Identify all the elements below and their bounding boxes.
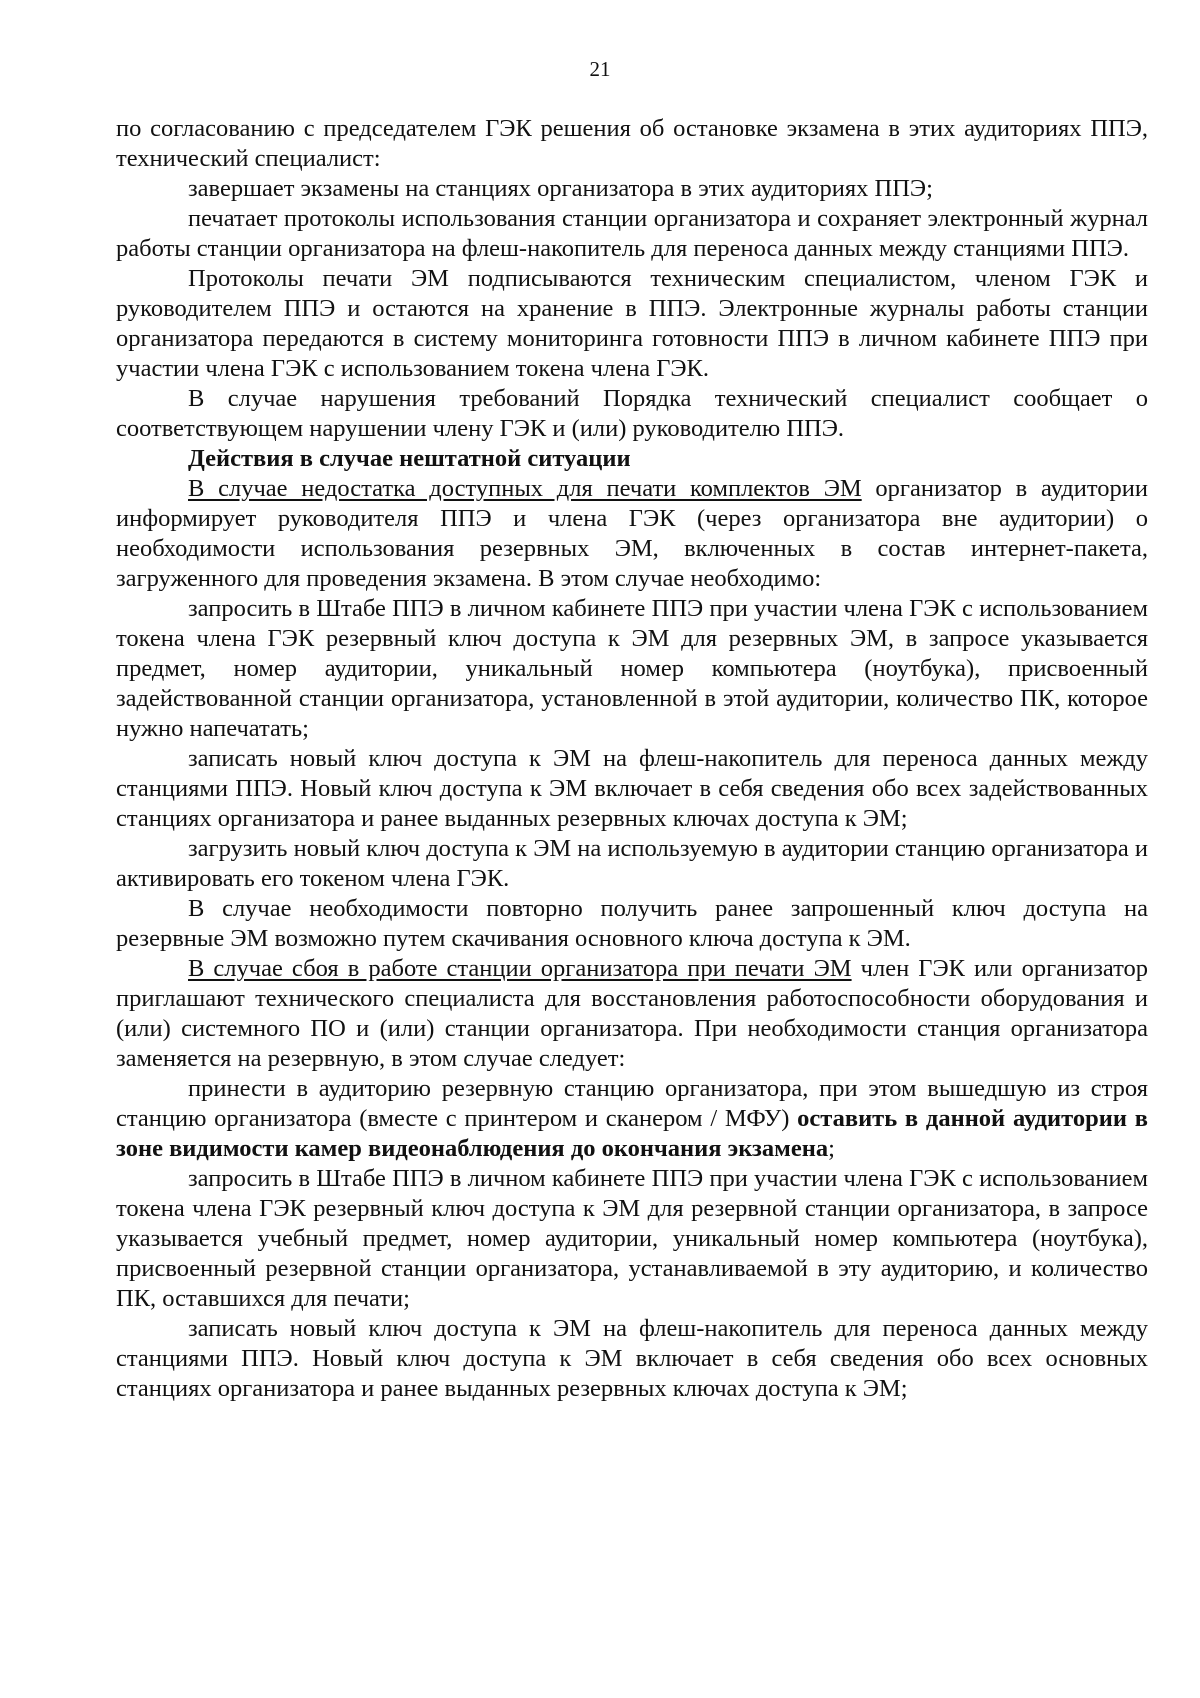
- paragraph-7: запросить в Штабе ППЭ в личном кабинете ППЭ при участии члена ГЭК с использованием токена члена ГЭК резервный ключ доступа к ЭМ для резервных ЭМ, в запросе указывается предмет, номер аудитории, уникальный номер компьютера (ноутбука), присвоенный задействованной станции организатора, установленной в этой аудитории, количество ПК, которое нужно напечатать;: [116, 595, 1148, 742]
- paragraph-3: печатает протоколы использования станции организатора и сохраняет электронный журнал работы станции организатора на флеш-накопитель для переноса данных между станциями ППЭ.: [116, 205, 1148, 262]
- paragraph-12-text: принести в аудиторию резервную станцию организатора, при этом вышедшую из строя станцию организатора (вместе с принтером и сканером / МФУ): [116, 1075, 1148, 1132]
- paragraph-13: запросить в Штабе ППЭ в личном кабинете ППЭ при участии члена ГЭК с использованием токена члена ГЭК резервный ключ доступа к ЭМ для резервной станции организатора, в запросе указывается учебный предмет, номер аудитории, уникальный номер компьютера (ноутбука), присвоенный резервной станции организатора, устанавливаемой в эту аудиторию, и количество ПК, оставшихся для печати;: [116, 1165, 1148, 1312]
- paragraph-9: загрузить новый ключ доступа к ЭМ на используемую в аудитории станцию организатора и активировать его токеном члена ГЭК.: [116, 835, 1148, 892]
- section-heading: Действия в случае нештатной ситуации: [188, 445, 631, 472]
- document-body: [116, 114, 1148, 1404]
- paragraph-2: завершает экзамены на станциях организатора в этих аудиториях ППЭ;: [188, 175, 933, 202]
- paragraph-8: записать новый ключ доступа к ЭМ на флеш-накопитель для переноса данных между станциями ППЭ. Новый ключ доступа к ЭМ включает в себя сведения обо всех задействованных станциях организатора и ранее выданных резервных ключах доступа к ЭМ;: [116, 745, 1148, 832]
- paragraph-14: записать новый ключ доступа к ЭМ на флеш-накопитель для переноса данных между станциями ППЭ. Новый ключ доступа к ЭМ включает в себя сведения обо всех основных станциях организатора и ранее выданных резервных ключах доступа к ЭМ;: [116, 1315, 1148, 1402]
- paragraph-10: В случае необходимости повторно получить ранее запрошенный ключ доступа на резервные ЭМ возможно путем скачивания основного ключа доступа к ЭМ.: [116, 895, 1148, 952]
- paragraph-1: по согласованию с председателем ГЭК решения об остановке экзамена в этих аудиториях ППЭ, технический специалист:: [116, 115, 1148, 172]
- paragraph-12-end: ;: [828, 1135, 835, 1162]
- paragraph-5: В случае нарушения требований Порядка технический специалист сообщает о соответствующем нарушении члену ГЭК и (или) руководителю ППЭ.: [116, 385, 1148, 442]
- paragraph-6: [116, 474, 1148, 594]
- paragraph-12: [116, 1074, 1148, 1164]
- paragraph-12-bold: оставить в данной аудитории в зоне видимости камер видеонаблюдения до окончания экзамена: [116, 1105, 1148, 1162]
- paragraph-11: [116, 954, 1148, 1074]
- paragraph-11-text: член ГЭК или организатор приглашают технического специалиста для восстановления работоспособности оборудования и (или) системного ПО и (или) станции организатора. При необходимости станция организатора заменяется на резервную, в этом случае следует:: [116, 955, 1149, 1072]
- paragraph-6-underlined: В случае недостатка доступных для печати комплектов ЭМ: [188, 475, 862, 502]
- paragraph-4: Протоколы печати ЭМ подписываются техническим специалистом, членом ГЭК и руководителем ППЭ и остаются на хранение в ППЭ. Электронные журналы работы станции организатора передаются в систему мониторинга готовности ППЭ в личном кабинете ППЭ при участии члена ГЭК с использованием токена члена ГЭК.: [116, 265, 1148, 382]
- page-number: 21: [589, 57, 611, 81]
- paragraph-11-underlined: В случае сбоя в работе станции организатора при печати ЭМ: [188, 955, 852, 982]
- paragraph-6-text: организатор в аудитории информирует руководителя ППЭ и члена ГЭК (через организатора вне аудитории) о необходимости использования резервных ЭМ, включенных в состав интернет-пакета, загруженного для проведения экзамена. В этом случае необходимо:: [116, 475, 1148, 592]
